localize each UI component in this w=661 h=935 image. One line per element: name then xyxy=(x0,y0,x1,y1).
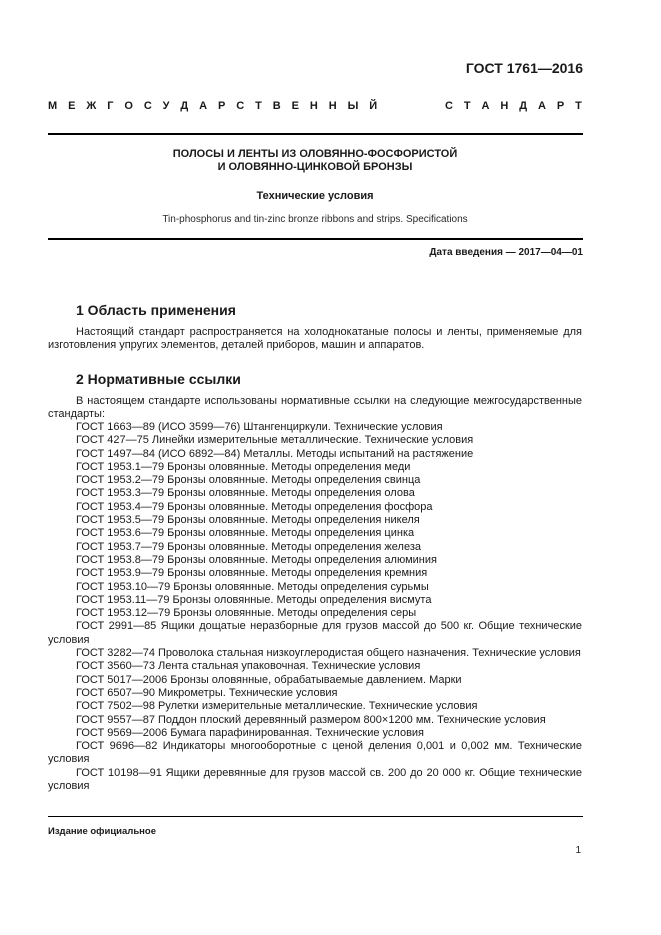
standard-type-letter: М xyxy=(48,100,58,112)
reference-item: ГОСТ 3560—73 Лента стальная упаковочная. Технические условия xyxy=(76,660,421,673)
standard-type-letter: Е xyxy=(291,100,299,112)
standard-type-letter: Р xyxy=(556,100,565,112)
footer-rule xyxy=(48,816,583,817)
standard-type-heading xyxy=(48,100,582,112)
standard-type-letter: Р xyxy=(218,100,226,112)
reference-item: ГОСТ 1663—89 (ИСО 3599—76) Штангенциркули. Технические условия xyxy=(76,421,443,433)
reference-item: ГОСТ 7502—98 Рулетки измерительные металлические. Технические условия xyxy=(76,700,478,713)
standard-type-gap xyxy=(388,100,434,112)
document-number: ГОСТ 1761—2016 xyxy=(465,60,583,76)
official-edition-label: Издание официальное xyxy=(48,826,156,837)
reference-item: ГОСТ 1953.11—79 Бронзы оловянные. Методы определения висмута xyxy=(76,593,432,606)
reference-item: ГОСТ 1953.5—79 Бронзы оловянные. Методы определения никеля xyxy=(76,514,420,527)
standard-type-letter: Д xyxy=(180,100,189,112)
reference-item: ГОСТ 1953.7—79 Бронзы оловянные. Методы определения железа xyxy=(76,540,422,553)
reference-item: ГОСТ 1953.3—79 Бронзы оловянные. Методы определения олова xyxy=(76,487,415,500)
standard-type-letter: Й xyxy=(369,100,378,112)
standard-type-letter: Г xyxy=(107,100,114,112)
document-title xyxy=(48,148,582,174)
reference-item: ГОСТ 1953.6—79 Бронзы оловянные. Методы определения цинка xyxy=(76,527,415,540)
english-title: Tin-phosphorus and tin-zinc bronze ribbons and strips. Specifications xyxy=(162,214,468,225)
standard-type-letter: С xyxy=(143,100,152,112)
standard-type-letter: Н xyxy=(500,100,509,112)
reference-item: ГОСТ 427—75 Линейки измерительные металлические. Технические условия xyxy=(76,434,474,447)
section-1-paragraph: Настоящий стандарт распространяется на холоднокатаные полосы и ленты, применяемые для изготовления упругих элементов, деталей приборов, машин и аппаратов. xyxy=(48,326,582,352)
reference-item: ГОСТ 1953.9—79 Бронзы оловянные. Методы определения кремния xyxy=(76,567,428,580)
standard-type-letter: А xyxy=(199,100,208,112)
reference-item: ГОСТ 1953.1—79 Бронзы оловянные. Методы определения меди xyxy=(76,460,411,473)
reference-item: ГОСТ 1953.2—79 Бронзы оловянные. Методы определения свинца xyxy=(76,474,421,487)
standard-type-letter: Т xyxy=(255,100,262,112)
effective-date: Дата введения — 2017—04—01 xyxy=(429,247,583,258)
title-rule xyxy=(48,238,583,240)
standard-type-letter: Н xyxy=(309,100,318,112)
reference-item: ГОСТ 1953.4—79 Бронзы оловянные. Методы определения фосфора xyxy=(76,500,433,513)
standard-type-letter: С xyxy=(445,100,453,112)
standard-type-letter: Д xyxy=(519,100,528,112)
standard-type-letter: В xyxy=(272,100,281,112)
standard-type-letter: Т xyxy=(575,100,582,112)
reference-item: ГОСТ 2991—85 Ящики дощатые неразборные для грузов массой до 500 кг. Общие технические условия xyxy=(48,620,582,646)
reference-item: ГОСТ 10198—91 Ящики деревянные для грузов массой св. 200 до 20 000 кг. Общие технические условия xyxy=(48,766,582,793)
document-subtitle: Технические условия xyxy=(256,190,374,202)
reference-item: ГОСТ 3282—74 Проволока стальная низкоуглеродистая общего назначения. Технические условия xyxy=(76,647,581,660)
standard-type-letter: Н xyxy=(328,100,337,112)
section-2-heading: 2 Нормативные ссылки xyxy=(76,371,241,387)
title-line-2: И ОЛОВЯННО-ЦИНКОВОЙ БРОНЗЫ xyxy=(217,161,413,173)
standard-type-letter: Ж xyxy=(86,100,97,112)
standard-type-letter: Е xyxy=(68,100,76,112)
section-2-intro-paragraph: В настоящем стандарте использованы нормативные ссылки на следующие межгосударственные стандарты: xyxy=(48,395,582,421)
standard-type-letter: С xyxy=(236,100,245,112)
standard-type-letter: Ы xyxy=(347,100,359,112)
reference-item: ГОСТ 6507—90 Микрометры. Технические условия xyxy=(76,686,338,699)
section-1-text xyxy=(48,326,582,353)
section-1-heading: 1 Область применения xyxy=(76,302,236,318)
reference-item: ГОСТ 1497—84 (ИСО 6892—84) Металлы. Методы испытаний на растяжение xyxy=(76,447,474,460)
reference-item: ГОСТ 5017—2006 Бронзы оловянные, обрабатываемые давлением. Марки xyxy=(76,673,462,686)
standard-type-letter: О xyxy=(124,100,133,112)
title-line-1: ПОЛОСЫ И ЛЕНТЫ ИЗ ОЛОВЯННО-ФОСФОРИСТОЙ xyxy=(172,148,458,160)
header-rule xyxy=(48,133,583,135)
reference-item: ГОСТ 9569—2006 Бумага парафинированная. Технические условия xyxy=(76,726,425,739)
standard-type-letter: А xyxy=(481,100,490,112)
standard-type-letter: А xyxy=(537,100,546,112)
reference-item: ГОСТ 1953.12—79 Бронзы оловянные. Методы определения серы xyxy=(76,607,417,620)
reference-item: ГОСТ 1953.8—79 Бронзы оловянные. Методы определения алюминия xyxy=(76,553,437,566)
references-list xyxy=(48,421,582,793)
page-number: 1 xyxy=(575,845,581,856)
reference-item: ГОСТ 9557—87 Поддон плоский деревянный размером 800×1200 мм. Технические условия xyxy=(76,713,546,726)
reference-item: ГОСТ 9696—82 Индикаторы многооборотные с ценой деления 0,001 и 0,002 мм. Технические условия xyxy=(48,740,582,766)
section-2-intro xyxy=(48,395,582,422)
standard-type-letter: Т xyxy=(463,100,471,112)
standard-type-letter: У xyxy=(162,100,170,112)
reference-item: ГОСТ 1953.10—79 Бронзы оловянные. Методы определения сурьмы xyxy=(76,580,429,593)
